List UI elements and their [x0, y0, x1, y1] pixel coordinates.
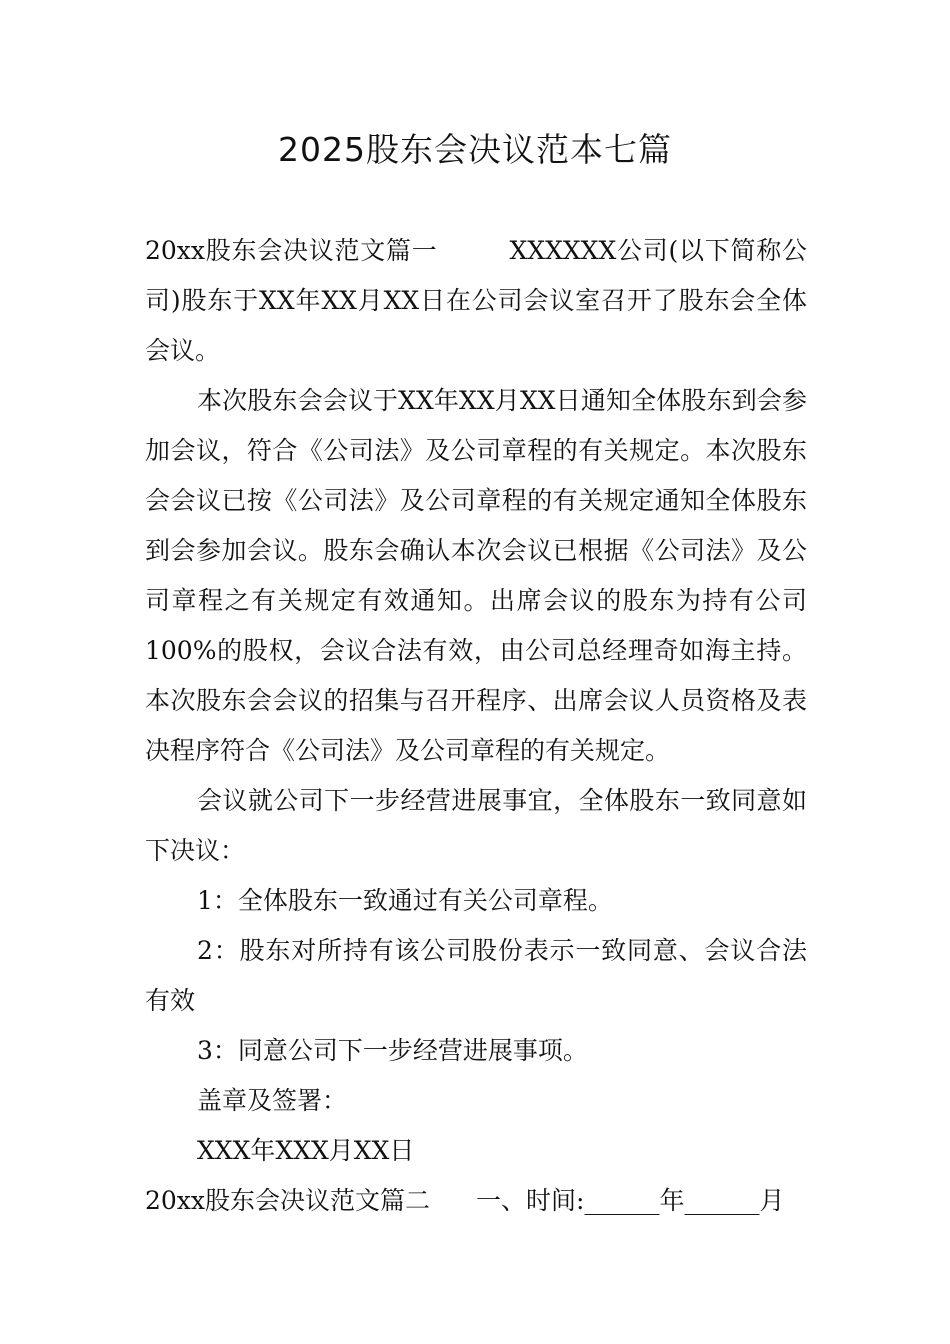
section-heading-2: 20xx股东会决议范文篇二: [145, 1186, 431, 1215]
resolution-item-3: 3：同意公司下一步经营进展事项。: [197, 1036, 588, 1065]
paragraph-intro: [145, 226, 807, 376]
paragraph-section-2: [145, 1176, 807, 1226]
intro-text: XXXXXX公司(以下简称公司)股东于XX年XX月XX日在公司会议室召开了股东会全体会议。: [145, 236, 807, 365]
section-heading-1: 20xx股东会决议范文篇一: [145, 236, 438, 265]
signature-label: 盖章及签署：: [197, 1086, 348, 1115]
resolution-item-2: 2：股东对所持有该公司股份表示一致同意、会议合法有效: [145, 936, 807, 1015]
document-body: [145, 226, 807, 1226]
resolution-item-1: 1：全体股东一致通过有关公司章程。: [197, 886, 613, 915]
paragraph-notice: 本次股东会会议于XX年XX月XX日通知全体股东到会参加会议，符合《公司法》及公司章程的有关规定。本次股东会会议已按《公司法》及公司章程的有关规定通知全体股东到会参加会议。股东会确认本次会议已根据《公司法》及公司章程之有关规定有效通知。出席会议的股东为持有公司100%的股权，会议合法有效，由公司总经理奇如海主持。本次股东会会议的招集与召开程序、出席会议人员资格及表决程序符合《公司法》及公司章程的有关规定。: [145, 386, 807, 765]
time-line: 一、时间:______年______月: [476, 1186, 785, 1215]
document-title: 2025股东会决议范本七篇: [278, 130, 672, 169]
date-line: XXX年XXX月XX日: [197, 1136, 415, 1165]
paragraph-resolution-lead: 会议就公司下一步经营进展事宜，全体股东一致同意如下决议：: [145, 786, 807, 865]
